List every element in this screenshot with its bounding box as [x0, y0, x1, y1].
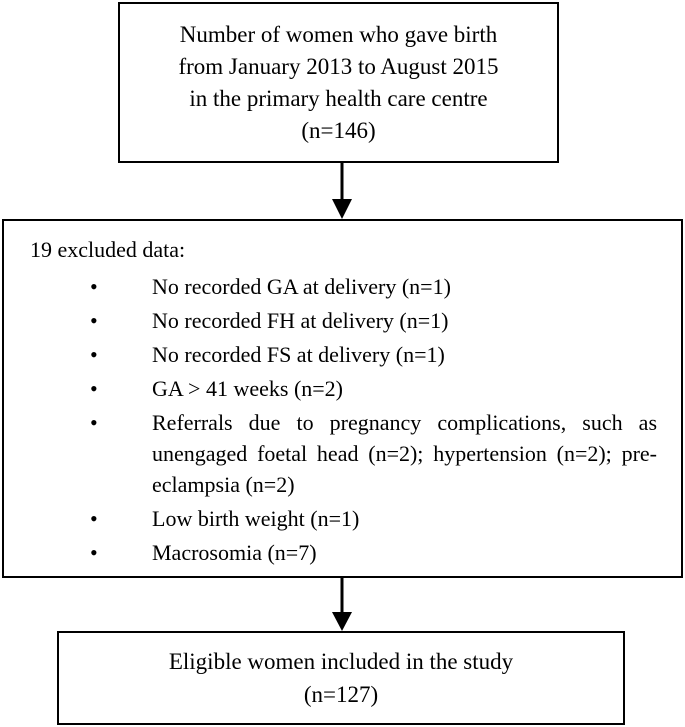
- exclusions-list: [4, 271, 681, 571]
- bullet-icon: •: [90, 376, 98, 401]
- exclusion-item-macrosomia: [4, 537, 681, 568]
- exclusion-text: No recorded GA at delivery (n=1): [152, 274, 451, 299]
- eligible-women-label: Eligible women included in the study: [168, 649, 514, 674]
- exclusion-item-referrals: [4, 407, 681, 500]
- bullet-icon: •: [90, 540, 98, 565]
- arrow-down-1: [327, 163, 357, 221]
- exclusion-item-no-fs: [4, 339, 681, 370]
- total-births-line-1: Number of women who gave birth: [179, 21, 498, 47]
- total-births-box: [118, 2, 559, 163]
- bullet-icon: •: [90, 308, 98, 333]
- arrow-1-head: [332, 199, 352, 219]
- exclusion-text: Macrosomia (n=7): [152, 540, 317, 565]
- total-births-line-3: in the primary health care centre: [189, 85, 488, 111]
- eligible-women-count: (n=127): [303, 682, 379, 707]
- exclusion-item-no-fh: [4, 305, 681, 336]
- exclusion-text: No recorded FS at delivery (n=1): [152, 342, 445, 367]
- exclusions-box: [2, 219, 683, 578]
- eligible-women-box: [57, 631, 625, 725]
- bullet-icon: •: [90, 506, 98, 531]
- total-births-count: (n=146): [301, 117, 376, 143]
- exclusion-text: GA > 41 weeks (n=2): [152, 376, 344, 401]
- arrow-down-2: [327, 578, 357, 634]
- bullet-icon: •: [90, 274, 98, 299]
- exclusion-item-low-birth-weight: [4, 503, 681, 534]
- arrow-2-head: [332, 612, 352, 631]
- total-births-line-2: from January 2013 to August 2015: [178, 53, 499, 79]
- exclusions-title: 19 excluded data:: [30, 237, 186, 262]
- exclusion-item-no-ga: [4, 271, 681, 302]
- exclusion-text: Low birth weight (n=1): [152, 506, 360, 531]
- exclusion-text: No recorded FH at delivery (n=1): [152, 308, 449, 333]
- bullet-icon: •: [90, 410, 98, 435]
- bullet-icon: •: [90, 342, 98, 367]
- exclusion-text: Referrals due to pregnancy complications, such as unengaged foetal head (n=2); hypertension (n=2); pre-eclampsia (n=2): [152, 410, 657, 497]
- exclusion-item-ga-over-41: [4, 373, 681, 404]
